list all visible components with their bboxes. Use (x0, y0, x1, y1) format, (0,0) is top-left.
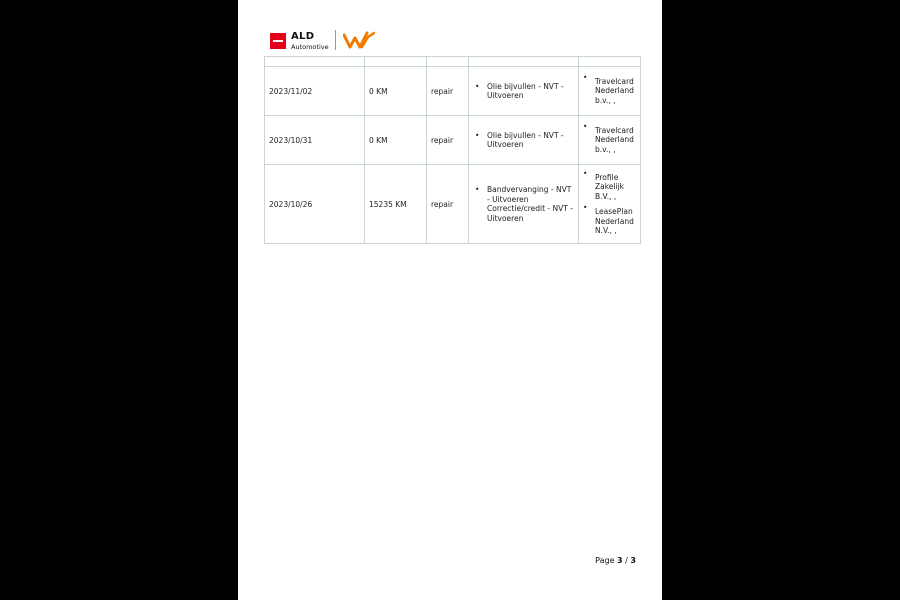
date-cell: 2023/10/31 (265, 116, 365, 165)
table-header-row (265, 57, 641, 67)
work-cell (469, 116, 579, 165)
type-cell: repair (427, 67, 469, 116)
page-separator: / (625, 556, 628, 565)
ald-logo-box (270, 33, 286, 49)
table-row (265, 165, 641, 244)
supplier-cell (579, 165, 641, 244)
logo-divider (335, 30, 336, 50)
header-cell (427, 57, 469, 67)
work-cell (469, 67, 579, 116)
w-brand-logo-icon (343, 31, 375, 49)
ald-automotive-logo (270, 32, 329, 51)
mileage-cell: 15235 KM (365, 165, 427, 244)
date-cell: 2023/11/02 (265, 67, 365, 116)
mileage-cell: 0 KM (365, 116, 427, 165)
document-page (238, 0, 662, 600)
header-cell (365, 57, 427, 67)
work-cell (469, 165, 579, 244)
header-cell (579, 57, 641, 67)
table-row (265, 67, 641, 116)
supplier-item: • Travelcard Nederland b.v., , (583, 126, 636, 155)
date-cell: 2023/10/26 (265, 165, 365, 244)
current-page: 3 (617, 556, 623, 565)
work-item: • Olie bijvullen - NVT - Uitvoeren (473, 82, 574, 101)
total-pages: 3 (630, 556, 636, 565)
table-row (265, 116, 641, 165)
ald-logo-text: ALD (291, 31, 315, 42)
supplier-item: • Profile Zakelijk B.V., , (583, 173, 636, 202)
work-item: • Olie bijvullen - NVT - Uitvoeren (473, 131, 574, 150)
supplier-cell (579, 67, 641, 116)
header-cell (469, 57, 579, 67)
ald-logo-subtext: Automotive (291, 43, 329, 51)
page-label: Page (595, 556, 615, 565)
work-item: • Bandvervanging - NVT - Uitvoeren Correctie/credit - NVT - Uitvoeren (473, 185, 574, 223)
type-cell: repair (427, 165, 469, 244)
supplier-item: • Travelcard Nederland b.v., , (583, 77, 636, 106)
maintenance-history-table (264, 56, 641, 244)
header-cell (265, 57, 365, 67)
supplier-cell (579, 116, 641, 165)
page-number (595, 556, 636, 565)
mileage-cell: 0 KM (365, 67, 427, 116)
maintenance-history-table-wrap (264, 56, 641, 244)
supplier-item: • LeasePlan Nederland N.V., , (583, 207, 636, 236)
type-cell: repair (427, 116, 469, 165)
